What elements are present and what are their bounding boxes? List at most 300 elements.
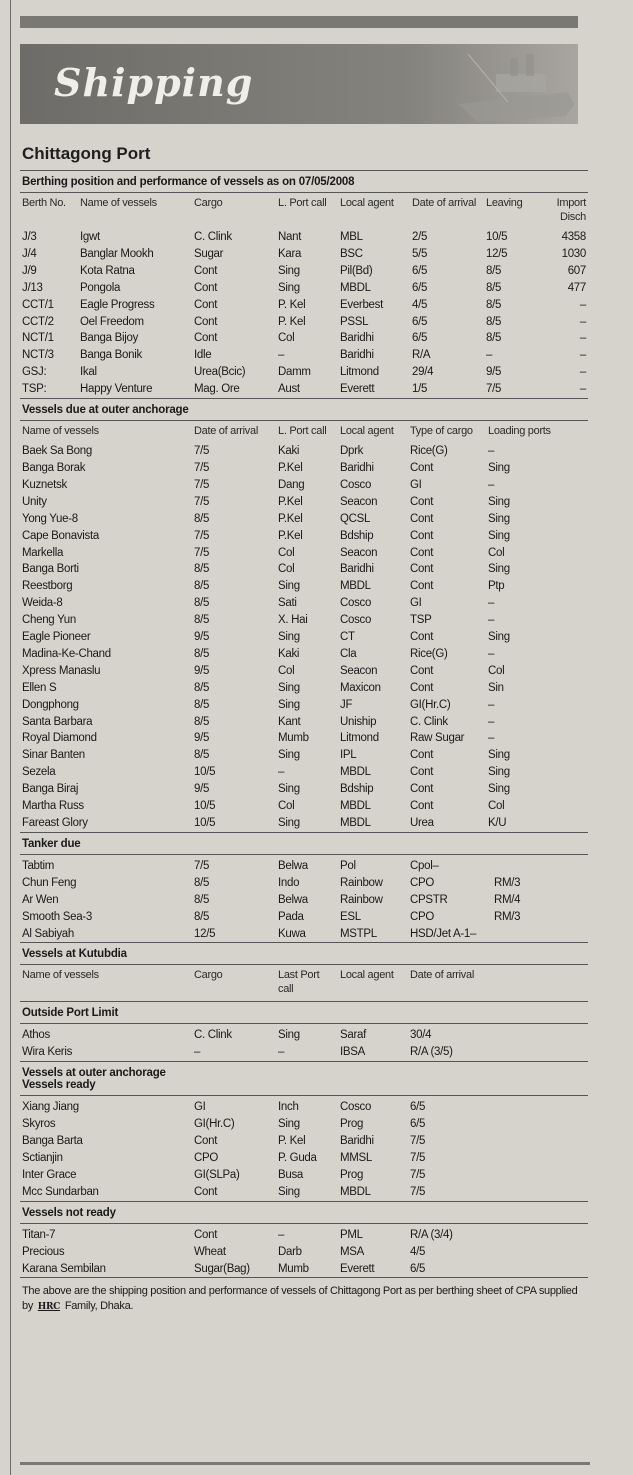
table-cell: R/A [412, 349, 431, 362]
table-row [20, 297, 588, 314]
table-cell: – [278, 1228, 285, 1241]
table-cell: Sing [488, 512, 510, 525]
table-cell: X. Hai [278, 614, 308, 627]
table-row [20, 314, 588, 331]
table-cell: 7/5 [410, 1168, 426, 1181]
table-cell: Raw Sugar [410, 732, 465, 745]
table-cell: GI [410, 478, 422, 491]
table-cell: 6/5 [412, 281, 428, 294]
table-cell: Sing [278, 749, 300, 762]
table-cell: Ellen S [22, 681, 57, 694]
table-cell: Col [488, 800, 505, 813]
table-cell: 8/5 [194, 597, 210, 610]
table-row [20, 1167, 588, 1184]
table-cell: 1030 [561, 247, 586, 260]
table-row [20, 1116, 588, 1133]
table-cell: Cont [194, 264, 218, 277]
table-cell: Ikal [80, 366, 97, 379]
table-cell: R/A (3/5) [410, 1046, 453, 1059]
section-banner [20, 44, 578, 124]
table-cell: Sezela [22, 766, 56, 779]
table-cell: IPL [340, 749, 357, 762]
table-cell: Sati [278, 597, 297, 610]
table-cell: Karana Sembilan [22, 1262, 106, 1275]
table-cell: RM/4 [494, 893, 521, 906]
table-cell: Prog [340, 1168, 364, 1181]
table-cell: Urea [410, 817, 434, 829]
table-row [20, 578, 588, 595]
table-cell: 30/4 [410, 1029, 432, 1042]
table-cell [492, 858, 588, 875]
table-cell: – [278, 1046, 285, 1059]
table-cell: Seacon [340, 546, 378, 559]
table-row [20, 347, 588, 364]
table-cell: Sing [278, 281, 300, 294]
table-cell: Cont [410, 546, 434, 559]
table-cell: Kaki [278, 647, 300, 660]
table-cell: P.Kel [278, 529, 303, 542]
table-cell: MBDL [340, 766, 371, 779]
table-cell: Cont [410, 580, 434, 593]
table-cell: CCT/2 [22, 315, 54, 328]
table-row [20, 714, 588, 731]
table-cell: 8/5 [194, 647, 210, 660]
table-cell: Cont [410, 766, 434, 779]
footer-text: The above are the shipping position and performance of vessels of Chittagong Port as per berthing sheet of CPA supplied by [22, 1285, 578, 1313]
table-cell: Cont [410, 749, 434, 762]
table-cell: Sing [488, 495, 510, 508]
table-cell: Eagle Pioneer [22, 631, 91, 644]
table-cell: 7/5 [194, 859, 210, 872]
table-cell: 9/5 [194, 664, 210, 677]
table-row [20, 545, 588, 562]
table-cell: Kaki [278, 445, 300, 458]
table-cell: Sing [488, 563, 510, 576]
table-cell: 8/5 [486, 298, 502, 311]
table-cell: BSC [340, 247, 363, 260]
table-cell: – [579, 298, 586, 311]
table-cell: P.Kel [278, 495, 303, 508]
table-cell: R/A (3/4) [410, 1228, 453, 1241]
table-cell: Banga Bijoy [80, 332, 139, 345]
table-cell: Tabtim [22, 859, 55, 872]
table-cell: Royal Diamond [22, 732, 97, 745]
table-row [20, 892, 588, 909]
column-header: L. Port call [278, 197, 327, 209]
table-cell: Sugar(Bag) [194, 1262, 250, 1275]
table-cell: RM/3 [494, 876, 521, 889]
column-header: Date of arrival [194, 425, 258, 438]
table-cell: JF [340, 698, 353, 711]
table-cell: Sing [278, 783, 300, 796]
table-cell: GI [410, 597, 422, 610]
table-row [20, 747, 588, 764]
table-cell: Madina-Ke-Chand [22, 647, 111, 660]
table-cell: – [488, 597, 495, 610]
table-cell: Prog [340, 1118, 364, 1131]
table-row [20, 494, 588, 511]
table-cell: – [488, 715, 495, 728]
table-cell: Uniship [340, 715, 377, 728]
table-cell: Sing [488, 783, 510, 796]
table-cell: 4358 [561, 231, 586, 243]
table-cell: 5/5 [412, 247, 428, 260]
column-header: Type of cargo [410, 425, 473, 438]
table-cell: Baek Sa Bong [22, 445, 92, 458]
table-cell: 1/5 [412, 383, 428, 396]
table-cell: Rainbow [340, 876, 383, 889]
table-cell: – [579, 366, 586, 379]
table-cell: Busa [278, 1168, 304, 1181]
table-cell: Cont [410, 681, 434, 694]
table-cell: Cont [410, 563, 434, 576]
table-cell: MBDL [340, 281, 371, 294]
table-row [20, 229, 588, 246]
table-cell: Cont [410, 529, 434, 542]
table-cell: Belwa [278, 893, 308, 906]
table-cell: GSJ: [22, 366, 47, 379]
table-cell: Belwa [278, 859, 308, 872]
table-cell: 6/5 [410, 1118, 426, 1131]
table-cell: K/U [488, 817, 507, 829]
top-bar [20, 16, 578, 28]
table-row [20, 680, 588, 697]
table-cell: 7/5 [410, 1185, 426, 1198]
outside-limit-title: Outside Port Limit [22, 1007, 119, 1020]
table-cell: J/3 [22, 231, 37, 243]
table-row [20, 280, 588, 297]
table-cell: Cla [340, 647, 357, 660]
table-cell: 10/5 [486, 231, 508, 243]
table-cell: 10/5 [194, 766, 216, 779]
table-cell: Inter Grace [22, 1168, 77, 1181]
table-row [20, 381, 588, 398]
table-cell: Sing [278, 681, 300, 694]
table-cell: Banga Borti [22, 563, 79, 576]
table-cell: 2/5 [412, 231, 428, 243]
table-cell: 6/5 [412, 332, 428, 345]
table-cell: Yong Yue-8 [22, 512, 78, 525]
column-header: Last Port call [278, 969, 320, 996]
table-cell: – [488, 445, 495, 458]
table-cell: Kota Ratna [80, 264, 135, 277]
table-cell: 8/5 [194, 698, 210, 711]
table-cell: Unity [22, 495, 47, 508]
table-cell: 7/5 [194, 546, 210, 559]
table-cell: Mumb [278, 732, 309, 745]
table-row [20, 1027, 588, 1044]
table-cell: Litmond [340, 366, 379, 379]
table-cell: Indo [278, 876, 300, 889]
table-cell: Nant [278, 231, 302, 243]
table-row [20, 1261, 588, 1278]
vessels-ready-table [20, 1099, 588, 1200]
table-cell: RM/3 [494, 910, 521, 923]
table-cell: IBSA [340, 1046, 366, 1059]
column-header: Date of arrival [412, 197, 476, 209]
table-row [20, 528, 588, 545]
table-cell: PSSL [340, 315, 369, 328]
table-cell: Dprk [340, 445, 364, 458]
table-cell: Baridhi [340, 461, 374, 474]
table-cell: 477 [567, 281, 586, 294]
table-cell: Col [278, 546, 295, 559]
table-cell: Col [488, 664, 505, 677]
table-cell: Sing [488, 766, 510, 779]
table-row [20, 781, 588, 798]
table-cell: TSP: [22, 383, 47, 396]
table-cell: Col [278, 332, 295, 345]
table-cell: 9/5 [194, 732, 210, 745]
column-header: Date of arrival [410, 969, 474, 982]
table-cell: Cont [410, 512, 434, 525]
table-row [20, 1099, 588, 1116]
table-cell: – [486, 349, 493, 362]
table-cell: 6/5 [412, 315, 428, 328]
column-header: Berth No. [22, 197, 66, 209]
table-cell: CPO [194, 1151, 219, 1164]
footer-text-end: Family, Dhaka. [64, 1300, 134, 1313]
table-cell: Cont [194, 1228, 218, 1241]
table-cell: Cont [194, 315, 218, 328]
table-cell: 8/5 [194, 681, 210, 694]
table-cell: Santa Barbara [22, 715, 93, 728]
table-cell: GI(Hr.C) [410, 698, 451, 711]
table-cell: – [278, 766, 285, 779]
table-cell: – [579, 349, 586, 362]
table-cell: Athos [22, 1029, 50, 1042]
table-cell: 29/4 [412, 366, 434, 379]
table-cell [492, 926, 588, 943]
table-cell: 9/5 [486, 366, 502, 379]
table-cell: Sing [488, 631, 510, 644]
table-cell: 4/5 [412, 298, 428, 311]
table-cell: Xiang Jiang [22, 1101, 79, 1114]
table-cell: Rice(G) [410, 445, 448, 458]
table-cell: Cont [410, 631, 434, 644]
table-cell: 7/5 [194, 478, 210, 491]
table-cell: Urea(Bcic) [194, 366, 246, 379]
table-cell: Banga Barta [22, 1135, 83, 1148]
table-cell: GI(SLPa) [194, 1168, 240, 1181]
column-header: Loading ports [488, 425, 551, 438]
table-cell: Bdship [340, 529, 374, 542]
table-cell: Everett [340, 1262, 375, 1275]
table-cell: C. Clink [410, 715, 448, 728]
table-cell: PML [340, 1228, 363, 1241]
outside-limit-table [20, 1027, 588, 1061]
section-title: Shipping [54, 60, 254, 105]
table-cell: Fareast Glory [22, 817, 88, 829]
vessels-ready-title: Vessels ready [22, 1079, 96, 1092]
table-cell: Sing [278, 698, 300, 711]
table-cell: 607 [567, 264, 586, 277]
table-cell: Cont [194, 281, 218, 294]
table-cell: Sing [278, 817, 300, 829]
column-header: Local agent [340, 197, 394, 209]
table-cell: Banga Biraj [22, 783, 79, 796]
table-cell: – [488, 614, 495, 627]
table-cell: Everbest [340, 298, 383, 311]
table-row [20, 1150, 588, 1167]
table-cell: Oel Freedom [80, 315, 144, 328]
table-cell: MBDL [340, 1185, 371, 1198]
table-cell: 10/5 [194, 817, 216, 829]
table-cell: 7/5 [410, 1151, 426, 1164]
table-row [20, 629, 588, 646]
table-row [20, 612, 588, 629]
table-cell: 7/5 [410, 1135, 426, 1148]
table-cell: 8/5 [194, 749, 210, 762]
table-cell: 7/5 [194, 445, 210, 458]
table-cell: 6/5 [410, 1262, 426, 1275]
table-cell: Sing [488, 529, 510, 542]
table-cell: Dongphong [22, 698, 79, 711]
table-cell: J/9 [22, 264, 37, 277]
table-cell: QCSL [340, 512, 371, 525]
table-cell: Damm [278, 366, 311, 379]
outer-anchorage-table [20, 421, 588, 832]
table-cell: Pada [278, 910, 304, 923]
table-cell: – [488, 698, 495, 711]
table-row [20, 663, 588, 680]
table-cell: P. Kel [278, 315, 306, 328]
table-cell: Precious [22, 1245, 65, 1258]
table-row [20, 595, 588, 612]
table-cell: P. Guda [278, 1151, 317, 1164]
table-cell: 8/5 [194, 715, 210, 728]
table-cell: 8/5 [194, 580, 210, 593]
table-cell: Seacon [340, 664, 378, 677]
table-cell: J/4 [22, 247, 37, 260]
table-cell: Col [278, 664, 295, 677]
table-cell: Rice(G) [410, 647, 448, 660]
table-cell: Sing [278, 1185, 300, 1198]
table-cell: – [488, 732, 495, 745]
table-row [20, 443, 588, 460]
table-cell: Cont [194, 1135, 218, 1148]
table-cell: – [579, 315, 586, 328]
table-cell: CPO [410, 876, 435, 889]
table-row [20, 646, 588, 663]
table-cell: 4/5 [410, 1245, 426, 1258]
table-cell: NCT/3 [22, 349, 54, 362]
table-cell: Cont [194, 298, 218, 311]
table-cell: P. Kel [278, 298, 306, 311]
table-row [20, 1227, 588, 1244]
hrc-logo: HRC [37, 1302, 61, 1313]
table-cell: 8/5 [486, 281, 502, 294]
table-cell: Litmond [340, 732, 379, 745]
table-cell: J/13 [22, 281, 43, 294]
tanker-title: Tanker due [22, 837, 81, 850]
table-row [20, 909, 588, 926]
table-cell: Baridhi [340, 1135, 374, 1148]
table-cell: 9/5 [194, 783, 210, 796]
table-cell: Sing [488, 749, 510, 762]
table-row [20, 477, 588, 494]
table-row [20, 730, 588, 747]
table-row [20, 246, 588, 263]
table-cell: 12/5 [194, 927, 216, 940]
table-cell: Saraf [340, 1029, 366, 1042]
table-cell: Cosco [340, 597, 372, 610]
table-cell: Sctianjin [22, 1151, 63, 1164]
table-cell: Sing [278, 1118, 300, 1131]
table-cell: Sing [278, 580, 300, 593]
table-cell: GI [194, 1101, 206, 1114]
column-header: Name of vessels [80, 197, 157, 209]
outer-anchorage-title: Vessels due at outer anchorage [22, 404, 189, 417]
table-cell: 8/5 [194, 512, 210, 525]
table-cell: 8/5 [486, 264, 502, 277]
table-cell: Kuwa [278, 927, 306, 940]
table-row [20, 1244, 588, 1261]
table-cell: Cosco [340, 478, 372, 491]
table-cell: Igwt [80, 231, 100, 243]
table-cell: Cont [194, 1185, 218, 1198]
table-cell: MBDL [340, 800, 371, 813]
table-cell: P. Kel [278, 1135, 306, 1148]
table-cell: 6/5 [410, 1101, 426, 1114]
table-cell: – [579, 383, 586, 396]
table-cell: Sin [488, 681, 504, 694]
column-header: Import Disch [556, 197, 586, 223]
table-cell: 8/5 [486, 315, 502, 328]
table-cell: C. Clink [194, 231, 232, 243]
table-cell: ESL [340, 910, 361, 923]
kutubdia-header [20, 965, 588, 1001]
table-cell: Aust [278, 383, 300, 396]
table-row [20, 561, 588, 578]
table-cell: Cpol– [410, 859, 439, 872]
table-cell: Bdship [340, 783, 374, 796]
table-cell: Col [488, 546, 505, 559]
table-cell: P.Kel [278, 461, 303, 474]
table-cell: Sugar [194, 247, 224, 260]
table-cell: Chun Feng [22, 876, 77, 889]
table-cell: Seacon [340, 495, 378, 508]
table-cell: 8/5 [194, 614, 210, 627]
table-cell: 10/5 [194, 800, 216, 813]
table-cell: Wira Keris [22, 1046, 73, 1059]
table-row [20, 764, 588, 781]
table-cell: Cape Bonavista [22, 529, 99, 542]
table-row [20, 798, 588, 815]
shipping-content [20, 144, 588, 1315]
table-cell: CCT/1 [22, 298, 54, 311]
table-cell: Ar Wen [22, 893, 59, 906]
table-cell: Sing [278, 631, 300, 644]
table-cell: Cont [410, 495, 434, 508]
table-cell: Cosco [340, 1101, 372, 1114]
table-cell: Sing [488, 461, 510, 474]
table-cell: Mag. Ore [194, 383, 240, 396]
table-cell: Everett [340, 383, 375, 396]
not-ready-title: Vessels not ready [22, 1206, 116, 1219]
table-cell: MBDL [340, 580, 371, 593]
port-title: Chittagong Port [22, 144, 151, 163]
table-cell: MBDL [340, 817, 371, 829]
footer-note [20, 1278, 588, 1315]
table-cell: Cheng Yun [22, 614, 77, 627]
table-cell: Cont [410, 664, 434, 677]
table-cell: Sing [278, 264, 300, 277]
table-cell: Darb [278, 1245, 302, 1258]
column-header: L. Port call [278, 425, 327, 438]
table-cell: Banglar Mookh [80, 247, 154, 260]
berthing-title: Berthing position and performance of vessels as on 07/05/2008 [22, 176, 355, 188]
